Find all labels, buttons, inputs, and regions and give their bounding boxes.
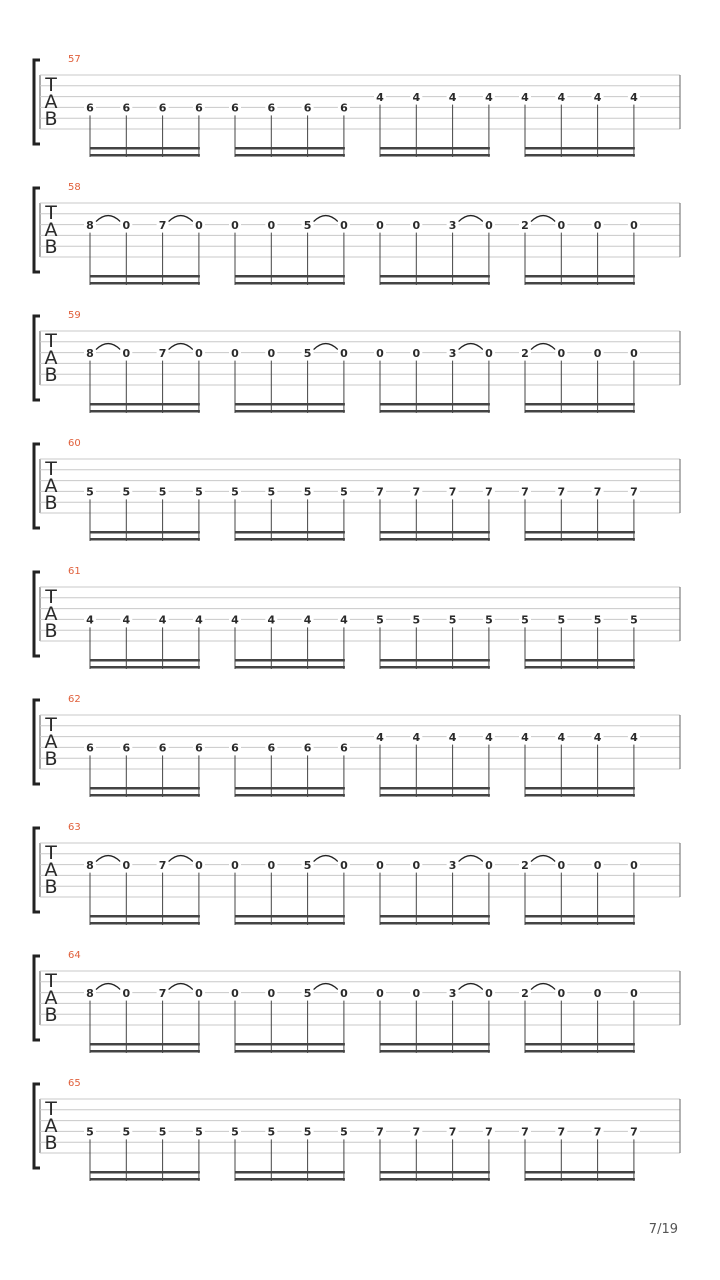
beam (380, 794, 490, 797)
tab-clef-b: B (44, 492, 58, 514)
fret-number: 0 (593, 218, 602, 232)
beam (235, 147, 345, 150)
system-bracket (34, 188, 40, 272)
fret-number: 7 (376, 1125, 384, 1139)
tab-clef-t: T (45, 74, 57, 96)
fret-number: 5 (122, 485, 131, 499)
measure-number: 64 (68, 950, 81, 961)
fret-number: 5 (630, 613, 638, 627)
fret-number: 7 (158, 858, 167, 872)
beam (235, 922, 345, 925)
tab-clef-t: T (45, 586, 57, 608)
fret-number: 6 (231, 741, 239, 755)
tab-clef-a: A (44, 475, 58, 497)
fret-number: 4 (412, 90, 421, 104)
system-bracket (34, 700, 40, 784)
tab-clef-t: T (45, 1098, 57, 1120)
beam (235, 410, 345, 413)
tie-arc (459, 216, 483, 222)
beam (235, 1043, 345, 1046)
beam (90, 538, 200, 541)
beam (380, 538, 490, 541)
measure-number: 63 (68, 822, 81, 833)
beam (525, 787, 635, 790)
beam (525, 282, 635, 285)
beam (525, 794, 635, 797)
fret-number: 7 (158, 218, 167, 232)
tab-clef-a: A (44, 603, 58, 625)
fret-number: 5 (122, 1125, 131, 1139)
beam (90, 787, 200, 790)
fret-number: 7 (485, 1125, 493, 1139)
fret-number: 5 (86, 1125, 94, 1139)
fret-number: 6 (303, 101, 312, 115)
beam (90, 531, 200, 534)
fret-number: 0 (485, 858, 493, 872)
beam (235, 666, 345, 669)
fret-number: 5 (303, 346, 312, 360)
tie-arc (169, 344, 193, 350)
beam (235, 282, 345, 285)
beam (90, 915, 200, 918)
fret-number: 4 (485, 90, 493, 104)
tie-arc (531, 856, 555, 862)
tab-clef-a: A (44, 731, 58, 753)
tab-clef-a: A (44, 987, 58, 1009)
tab-clef-t: T (45, 714, 57, 736)
beam (525, 410, 635, 413)
fret-number: 7 (593, 485, 602, 499)
beam (90, 1043, 200, 1046)
fret-number: 0 (122, 346, 131, 360)
fret-number: 7 (593, 1125, 602, 1139)
fret-number: 0 (593, 346, 602, 360)
fret-number: 4 (593, 730, 602, 744)
tie-arc (314, 216, 338, 222)
system-bracket (34, 572, 40, 656)
fret-number: 4 (267, 613, 276, 627)
fret-number: 0 (485, 986, 493, 1000)
fret-number: 4 (630, 730, 638, 744)
fret-number: 5 (303, 986, 312, 1000)
fret-number: 7 (521, 485, 529, 499)
fret-number: 8 (86, 218, 94, 232)
beam (90, 666, 200, 669)
beam (235, 1171, 345, 1174)
fret-number: 0 (412, 346, 421, 360)
fret-number: 0 (195, 346, 203, 360)
measure-number: 59 (68, 310, 81, 321)
tie-arc (96, 216, 120, 222)
beam (525, 922, 635, 925)
fret-number: 3 (448, 218, 457, 232)
beam (90, 922, 200, 925)
tie-arc (459, 344, 483, 350)
beam (380, 1178, 490, 1181)
fret-number: 6 (340, 101, 348, 115)
fret-number: 0 (195, 218, 203, 232)
fret-number: 4 (376, 730, 384, 744)
tie-arc (314, 344, 338, 350)
fret-number: 0 (231, 986, 239, 1000)
fret-number: 2 (521, 218, 529, 232)
fret-number: 7 (630, 485, 638, 499)
fret-number: 2 (521, 858, 529, 872)
fret-number: 5 (267, 1125, 276, 1139)
fret-number: 6 (195, 101, 203, 115)
beam (235, 659, 345, 662)
fret-number: 0 (195, 986, 203, 1000)
fret-number: 0 (630, 218, 638, 232)
tie-arc (531, 344, 555, 350)
fret-number: 7 (521, 1125, 529, 1139)
beam (525, 1178, 635, 1181)
fret-number: 0 (630, 858, 638, 872)
tab-clef-b: B (44, 876, 58, 898)
tie-arc (96, 984, 120, 990)
beam (90, 410, 200, 413)
fret-number: 0 (267, 218, 276, 232)
fret-number: 6 (158, 741, 167, 755)
beam (90, 147, 200, 150)
fret-number: 4 (303, 613, 312, 627)
fret-number: 6 (86, 101, 94, 115)
fret-number: 0 (122, 986, 131, 1000)
beam (380, 282, 490, 285)
tab-clef-a: A (44, 91, 58, 113)
fret-number: 8 (86, 346, 94, 360)
fret-number: 0 (557, 986, 566, 1000)
fret-number: 4 (231, 613, 239, 627)
tab-clef-t: T (45, 842, 57, 864)
tie-arc (169, 856, 193, 862)
system-bracket (34, 828, 40, 912)
fret-number: 8 (86, 858, 94, 872)
fret-number: 4 (485, 730, 493, 744)
fret-number: 0 (340, 858, 348, 872)
fret-number: 0 (267, 986, 276, 1000)
tie-arc (96, 344, 120, 350)
fret-number: 5 (86, 485, 94, 499)
beam (525, 1043, 635, 1046)
fret-number: 4 (630, 90, 638, 104)
fret-number: 0 (376, 218, 384, 232)
tab-clef-t: T (45, 330, 57, 352)
beam (380, 787, 490, 790)
tab-clef-a: A (44, 347, 58, 369)
fret-number: 5 (231, 485, 239, 499)
fret-number: 0 (376, 346, 384, 360)
tab-clef-b: B (44, 1132, 58, 1154)
fret-number: 5 (412, 613, 421, 627)
fret-number: 4 (376, 90, 384, 104)
fret-number: 7 (158, 986, 167, 1000)
fret-number: 4 (158, 613, 167, 627)
beam (380, 922, 490, 925)
beam (380, 915, 490, 918)
fret-number: 4 (557, 90, 566, 104)
fret-number: 6 (158, 101, 167, 115)
tab-clef-t: T (45, 202, 57, 224)
fret-number: 5 (158, 1125, 167, 1139)
system-bracket (34, 60, 40, 144)
fret-number: 5 (521, 613, 529, 627)
fret-number: 5 (557, 613, 566, 627)
fret-number: 7 (557, 485, 566, 499)
beam (525, 154, 635, 157)
fret-number: 0 (557, 218, 566, 232)
beam (525, 531, 635, 534)
beam (235, 1178, 345, 1181)
tab-clef-t: T (45, 970, 57, 992)
fret-number: 6 (267, 101, 276, 115)
tie-arc (169, 216, 193, 222)
fret-number: 2 (521, 346, 529, 360)
tab-clef-t: T (45, 458, 57, 480)
beam (235, 275, 345, 278)
measure-number: 58 (68, 182, 81, 193)
fret-number: 0 (485, 346, 493, 360)
beam (525, 666, 635, 669)
measure-number: 61 (68, 566, 81, 577)
beam (525, 403, 635, 406)
fret-number: 0 (412, 986, 421, 1000)
fret-number: 4 (593, 90, 602, 104)
measure-number: 60 (68, 438, 81, 449)
fret-number: 0 (376, 858, 384, 872)
beam (235, 538, 345, 541)
fret-number: 6 (267, 741, 276, 755)
fret-number: 5 (195, 1125, 203, 1139)
beam (235, 915, 345, 918)
beam (235, 154, 345, 157)
tab-clef-b: B (44, 748, 58, 770)
fret-number: 4 (86, 613, 94, 627)
fret-number: 0 (376, 986, 384, 1000)
fret-number: 5 (376, 613, 384, 627)
tie-arc (96, 856, 120, 862)
beam (235, 531, 345, 534)
beam (525, 538, 635, 541)
fret-number: 5 (158, 485, 167, 499)
beam (90, 282, 200, 285)
fret-number: 5 (303, 218, 312, 232)
tie-arc (459, 856, 483, 862)
fret-number: 4 (195, 613, 203, 627)
fret-number: 0 (485, 218, 493, 232)
fret-number: 4 (412, 730, 421, 744)
beam (525, 1050, 635, 1053)
fret-number: 7 (158, 346, 167, 360)
beam (235, 787, 345, 790)
fret-number: 0 (231, 858, 239, 872)
fret-number: 5 (303, 858, 312, 872)
fret-number: 0 (122, 858, 131, 872)
fret-number: 8 (86, 986, 94, 1000)
measure-number: 62 (68, 694, 81, 705)
system-bracket (34, 316, 40, 400)
fret-number: 0 (267, 858, 276, 872)
fret-number: 7 (448, 1125, 457, 1139)
tab-clef-a: A (44, 219, 58, 241)
tab-clef-b: B (44, 236, 58, 258)
fret-number: 5 (448, 613, 457, 627)
fret-number: 4 (122, 613, 131, 627)
fret-number: 5 (340, 1125, 348, 1139)
beam (525, 147, 635, 150)
fret-number: 0 (412, 858, 421, 872)
fret-number: 5 (267, 485, 276, 499)
beam (90, 1050, 200, 1053)
fret-number: 0 (340, 346, 348, 360)
fret-number: 7 (412, 485, 421, 499)
fret-number: 4 (521, 90, 529, 104)
fret-number: 0 (195, 858, 203, 872)
fret-number: 4 (448, 90, 457, 104)
fret-number: 0 (340, 986, 348, 1000)
fret-number: 7 (630, 1125, 638, 1139)
tab-clef-a: A (44, 1115, 58, 1137)
fret-number: 0 (231, 346, 239, 360)
beam (235, 1050, 345, 1053)
fret-number: 0 (593, 858, 602, 872)
tab-clef-a: A (44, 859, 58, 881)
beam (380, 666, 490, 669)
fret-number: 5 (485, 613, 493, 627)
fret-number: 4 (521, 730, 529, 744)
beam (90, 275, 200, 278)
beam (90, 1178, 200, 1181)
fret-number: 5 (195, 485, 203, 499)
fret-number: 3 (448, 986, 457, 1000)
tab-clef-b: B (44, 364, 58, 386)
fret-number: 5 (303, 1125, 312, 1139)
beam (380, 403, 490, 406)
beam (90, 659, 200, 662)
fret-number: 0 (630, 346, 638, 360)
beam (380, 275, 490, 278)
fret-number: 5 (231, 1125, 239, 1139)
fret-number: 7 (557, 1125, 566, 1139)
fret-number: 6 (86, 741, 94, 755)
page-number: 7/19 (648, 1222, 678, 1237)
fret-number: 6 (122, 741, 131, 755)
fret-number: 0 (340, 218, 348, 232)
beam (525, 1171, 635, 1174)
measure-number: 65 (68, 1078, 81, 1089)
fret-number: 7 (485, 485, 493, 499)
measure-number: 57 (68, 54, 81, 65)
fret-number: 0 (630, 986, 638, 1000)
system-bracket (34, 956, 40, 1040)
beam (380, 154, 490, 157)
fret-number: 5 (340, 485, 348, 499)
fret-number: 7 (376, 485, 384, 499)
fret-number: 5 (303, 485, 312, 499)
fret-number: 6 (231, 101, 239, 115)
beam (235, 794, 345, 797)
beam (380, 1050, 490, 1053)
system-bracket (34, 1084, 40, 1168)
beam (525, 659, 635, 662)
system-bracket (34, 444, 40, 528)
tie-arc (314, 984, 338, 990)
beam (525, 915, 635, 918)
tie-arc (169, 984, 193, 990)
tab-clef-b: B (44, 1004, 58, 1026)
tie-arc (459, 984, 483, 990)
beam (380, 531, 490, 534)
tie-arc (314, 856, 338, 862)
fret-number: 0 (231, 218, 239, 232)
beam (90, 794, 200, 797)
tab-clef-b: B (44, 620, 58, 642)
beam (380, 147, 490, 150)
fret-number: 6 (340, 741, 348, 755)
beam (380, 1171, 490, 1174)
fret-number: 4 (340, 613, 348, 627)
fret-number: 0 (267, 346, 276, 360)
beam (90, 1171, 200, 1174)
fret-number: 3 (448, 858, 457, 872)
beam (380, 410, 490, 413)
fret-number: 0 (557, 858, 566, 872)
fret-number: 4 (557, 730, 566, 744)
fret-number: 7 (412, 1125, 421, 1139)
fret-number: 7 (448, 485, 457, 499)
fret-number: 5 (593, 613, 602, 627)
fret-number: 2 (521, 986, 529, 1000)
beam (525, 275, 635, 278)
beam (90, 154, 200, 157)
fret-number: 0 (557, 346, 566, 360)
tie-arc (531, 216, 555, 222)
fret-number: 0 (122, 218, 131, 232)
fret-number: 6 (122, 101, 131, 115)
beam (235, 403, 345, 406)
beam (380, 1043, 490, 1046)
tie-arc (531, 984, 555, 990)
fret-number: 0 (412, 218, 421, 232)
beam (380, 659, 490, 662)
fret-number: 3 (448, 346, 457, 360)
fret-number: 6 (195, 741, 203, 755)
fret-number: 4 (448, 730, 457, 744)
tab-clef-b: B (44, 108, 58, 130)
fret-number: 6 (303, 741, 312, 755)
fret-number: 0 (593, 986, 602, 1000)
beam (90, 403, 200, 406)
